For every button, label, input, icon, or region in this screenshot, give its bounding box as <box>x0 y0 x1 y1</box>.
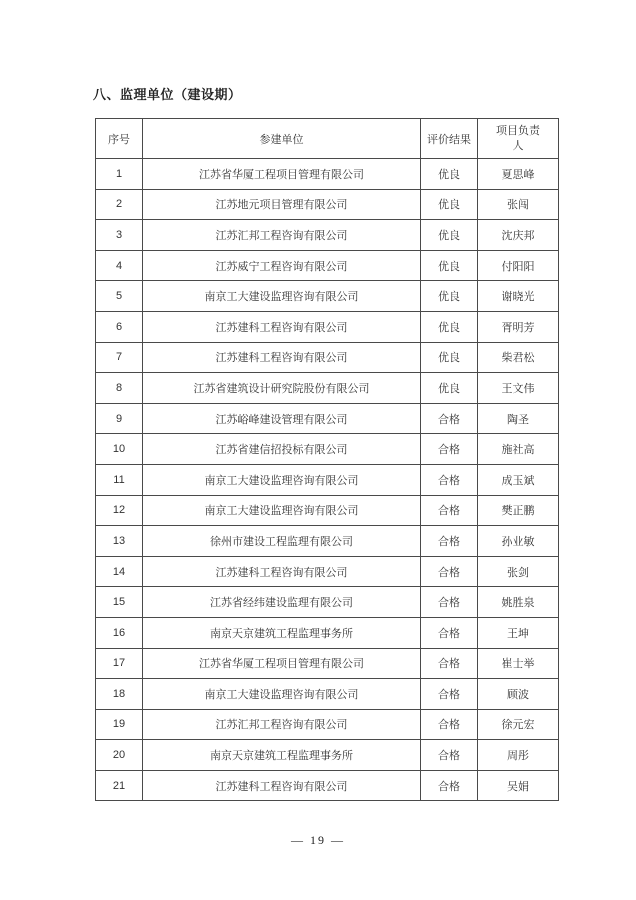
cell-serial-number: 10 <box>96 434 143 465</box>
cell-evaluation-result: 合格 <box>421 526 478 557</box>
cell-participating-unit: 南京工大建设监理咨询有限公司 <box>143 679 421 710</box>
table-row <box>96 189 559 220</box>
table-row <box>96 617 559 648</box>
cell-serial-number: 8 <box>96 373 143 404</box>
cell-evaluation-result: 合格 <box>421 464 478 495</box>
cell-project-leader: 成玉斌 <box>478 464 559 495</box>
cell-participating-unit: 江苏建科工程咨询有限公司 <box>143 342 421 373</box>
cell-serial-number: 15 <box>96 587 143 618</box>
table-row <box>96 648 559 679</box>
cell-participating-unit: 江苏省经纬建设监理有限公司 <box>143 587 421 618</box>
cell-participating-unit: 江苏省建筑设计研究院股份有限公司 <box>143 373 421 404</box>
cell-project-leader: 沈庆邦 <box>478 220 559 251</box>
cell-participating-unit: 南京工大建设监理咨询有限公司 <box>143 464 421 495</box>
cell-participating-unit: 江苏省华厦工程项目管理有限公司 <box>143 648 421 679</box>
cell-project-leader: 张闯 <box>478 189 559 220</box>
table-row <box>96 342 559 373</box>
cell-evaluation-result: 合格 <box>421 679 478 710</box>
header-project-leader <box>478 119 559 159</box>
cell-project-leader: 樊正鹏 <box>478 495 559 526</box>
cell-serial-number: 2 <box>96 189 143 220</box>
cell-project-leader: 陶圣 <box>478 403 559 434</box>
cell-project-leader: 姚胜泉 <box>478 587 559 618</box>
cell-project-leader: 谢晓光 <box>478 281 559 312</box>
table-row <box>96 526 559 557</box>
cell-project-leader: 张剑 <box>478 556 559 587</box>
cell-evaluation-result: 优良 <box>421 281 478 312</box>
cell-participating-unit: 江苏汇邦工程咨询有限公司 <box>143 220 421 251</box>
cell-serial-number: 16 <box>96 617 143 648</box>
cell-evaluation-result: 合格 <box>421 740 478 771</box>
cell-evaluation-result: 优良 <box>421 342 478 373</box>
cell-evaluation-result: 合格 <box>421 587 478 618</box>
cell-project-leader: 王文伟 <box>478 373 559 404</box>
cell-evaluation-result: 合格 <box>421 709 478 740</box>
cell-evaluation-result: 优良 <box>421 250 478 281</box>
table-row <box>96 679 559 710</box>
cell-participating-unit: 南京天京建筑工程监理事务所 <box>143 740 421 771</box>
table-body <box>96 159 559 801</box>
cell-project-leader: 柴君松 <box>478 342 559 373</box>
cell-participating-unit: 江苏省华厦工程项目管理有限公司 <box>143 159 421 190</box>
cell-serial-number: 13 <box>96 526 143 557</box>
table-row <box>96 770 559 801</box>
cell-evaluation-result: 合格 <box>421 556 478 587</box>
section-title: 八、监理单位（建设期） <box>93 87 242 102</box>
cell-evaluation-result: 合格 <box>421 617 478 648</box>
cell-evaluation-result: 优良 <box>421 220 478 251</box>
cell-project-leader: 王坤 <box>478 617 559 648</box>
cell-serial-number: 19 <box>96 709 143 740</box>
table-row <box>96 434 559 465</box>
page-number: — 19 — <box>291 833 345 847</box>
cell-serial-number: 7 <box>96 342 143 373</box>
cell-participating-unit: 江苏建科工程咨询有限公司 <box>143 311 421 342</box>
cell-serial-number: 20 <box>96 740 143 771</box>
cell-serial-number: 5 <box>96 281 143 312</box>
cell-serial-number: 12 <box>96 495 143 526</box>
table-row <box>96 373 559 404</box>
cell-participating-unit: 徐州市建设工程监理有限公司 <box>143 526 421 557</box>
cell-project-leader: 胥明芳 <box>478 311 559 342</box>
cell-evaluation-result: 合格 <box>421 434 478 465</box>
cell-participating-unit: 南京天京建筑工程监理事务所 <box>143 617 421 648</box>
cell-evaluation-result: 优良 <box>421 311 478 342</box>
cell-evaluation-result: 合格 <box>421 770 478 801</box>
header-serial-number: 序号 <box>96 119 143 159</box>
cell-participating-unit: 南京工大建设监理咨询有限公司 <box>143 495 421 526</box>
header-evaluation-result: 评价结果 <box>421 119 478 159</box>
supervision-units-table <box>95 118 559 801</box>
cell-serial-number: 6 <box>96 311 143 342</box>
cell-evaluation-result: 优良 <box>421 189 478 220</box>
cell-serial-number: 1 <box>96 159 143 190</box>
cell-serial-number: 3 <box>96 220 143 251</box>
cell-evaluation-result: 合格 <box>421 648 478 679</box>
cell-serial-number: 11 <box>96 464 143 495</box>
cell-serial-number: 18 <box>96 679 143 710</box>
table-row <box>96 159 559 190</box>
table-row <box>96 250 559 281</box>
cell-participating-unit: 江苏威宁工程咨询有限公司 <box>143 250 421 281</box>
cell-serial-number: 14 <box>96 556 143 587</box>
cell-serial-number: 9 <box>96 403 143 434</box>
table-row <box>96 587 559 618</box>
cell-project-leader: 崔士举 <box>478 648 559 679</box>
table-row <box>96 740 559 771</box>
cell-participating-unit: 江苏省建信招投标有限公司 <box>143 434 421 465</box>
table-row <box>96 556 559 587</box>
cell-project-leader: 周彤 <box>478 740 559 771</box>
table-row <box>96 311 559 342</box>
cell-participating-unit: 江苏地元项目管理有限公司 <box>143 189 421 220</box>
cell-project-leader: 施社高 <box>478 434 559 465</box>
header-participating-unit: 参建单位 <box>143 119 421 159</box>
table-row <box>96 403 559 434</box>
cell-project-leader: 夏思峰 <box>478 159 559 190</box>
cell-evaluation-result: 优良 <box>421 373 478 404</box>
cell-participating-unit: 江苏汇邦工程咨询有限公司 <box>143 709 421 740</box>
cell-participating-unit: 江苏建科工程咨询有限公司 <box>143 770 421 801</box>
cell-project-leader: 付阳阳 <box>478 250 559 281</box>
cell-participating-unit: 南京工大建设监理咨询有限公司 <box>143 281 421 312</box>
cell-project-leader: 吴娟 <box>478 770 559 801</box>
cell-serial-number: 4 <box>96 250 143 281</box>
cell-participating-unit: 江苏建科工程咨询有限公司 <box>143 556 421 587</box>
cell-project-leader: 孙业敏 <box>478 526 559 557</box>
cell-project-leader: 徐元宏 <box>478 709 559 740</box>
table-row <box>96 495 559 526</box>
cell-evaluation-result: 优良 <box>421 159 478 190</box>
table-header-row <box>96 119 559 159</box>
cell-participating-unit: 江苏峪峰建设管理有限公司 <box>143 403 421 434</box>
table-row <box>96 220 559 251</box>
cell-evaluation-result: 合格 <box>421 495 478 526</box>
cell-serial-number: 17 <box>96 648 143 679</box>
cell-serial-number: 21 <box>96 770 143 801</box>
table-row <box>96 464 559 495</box>
table-row <box>96 281 559 312</box>
table-row <box>96 709 559 740</box>
cell-project-leader: 顾波 <box>478 679 559 710</box>
cell-evaluation-result: 合格 <box>421 403 478 434</box>
header-project-leader-label: 项目负责人 <box>496 124 540 152</box>
